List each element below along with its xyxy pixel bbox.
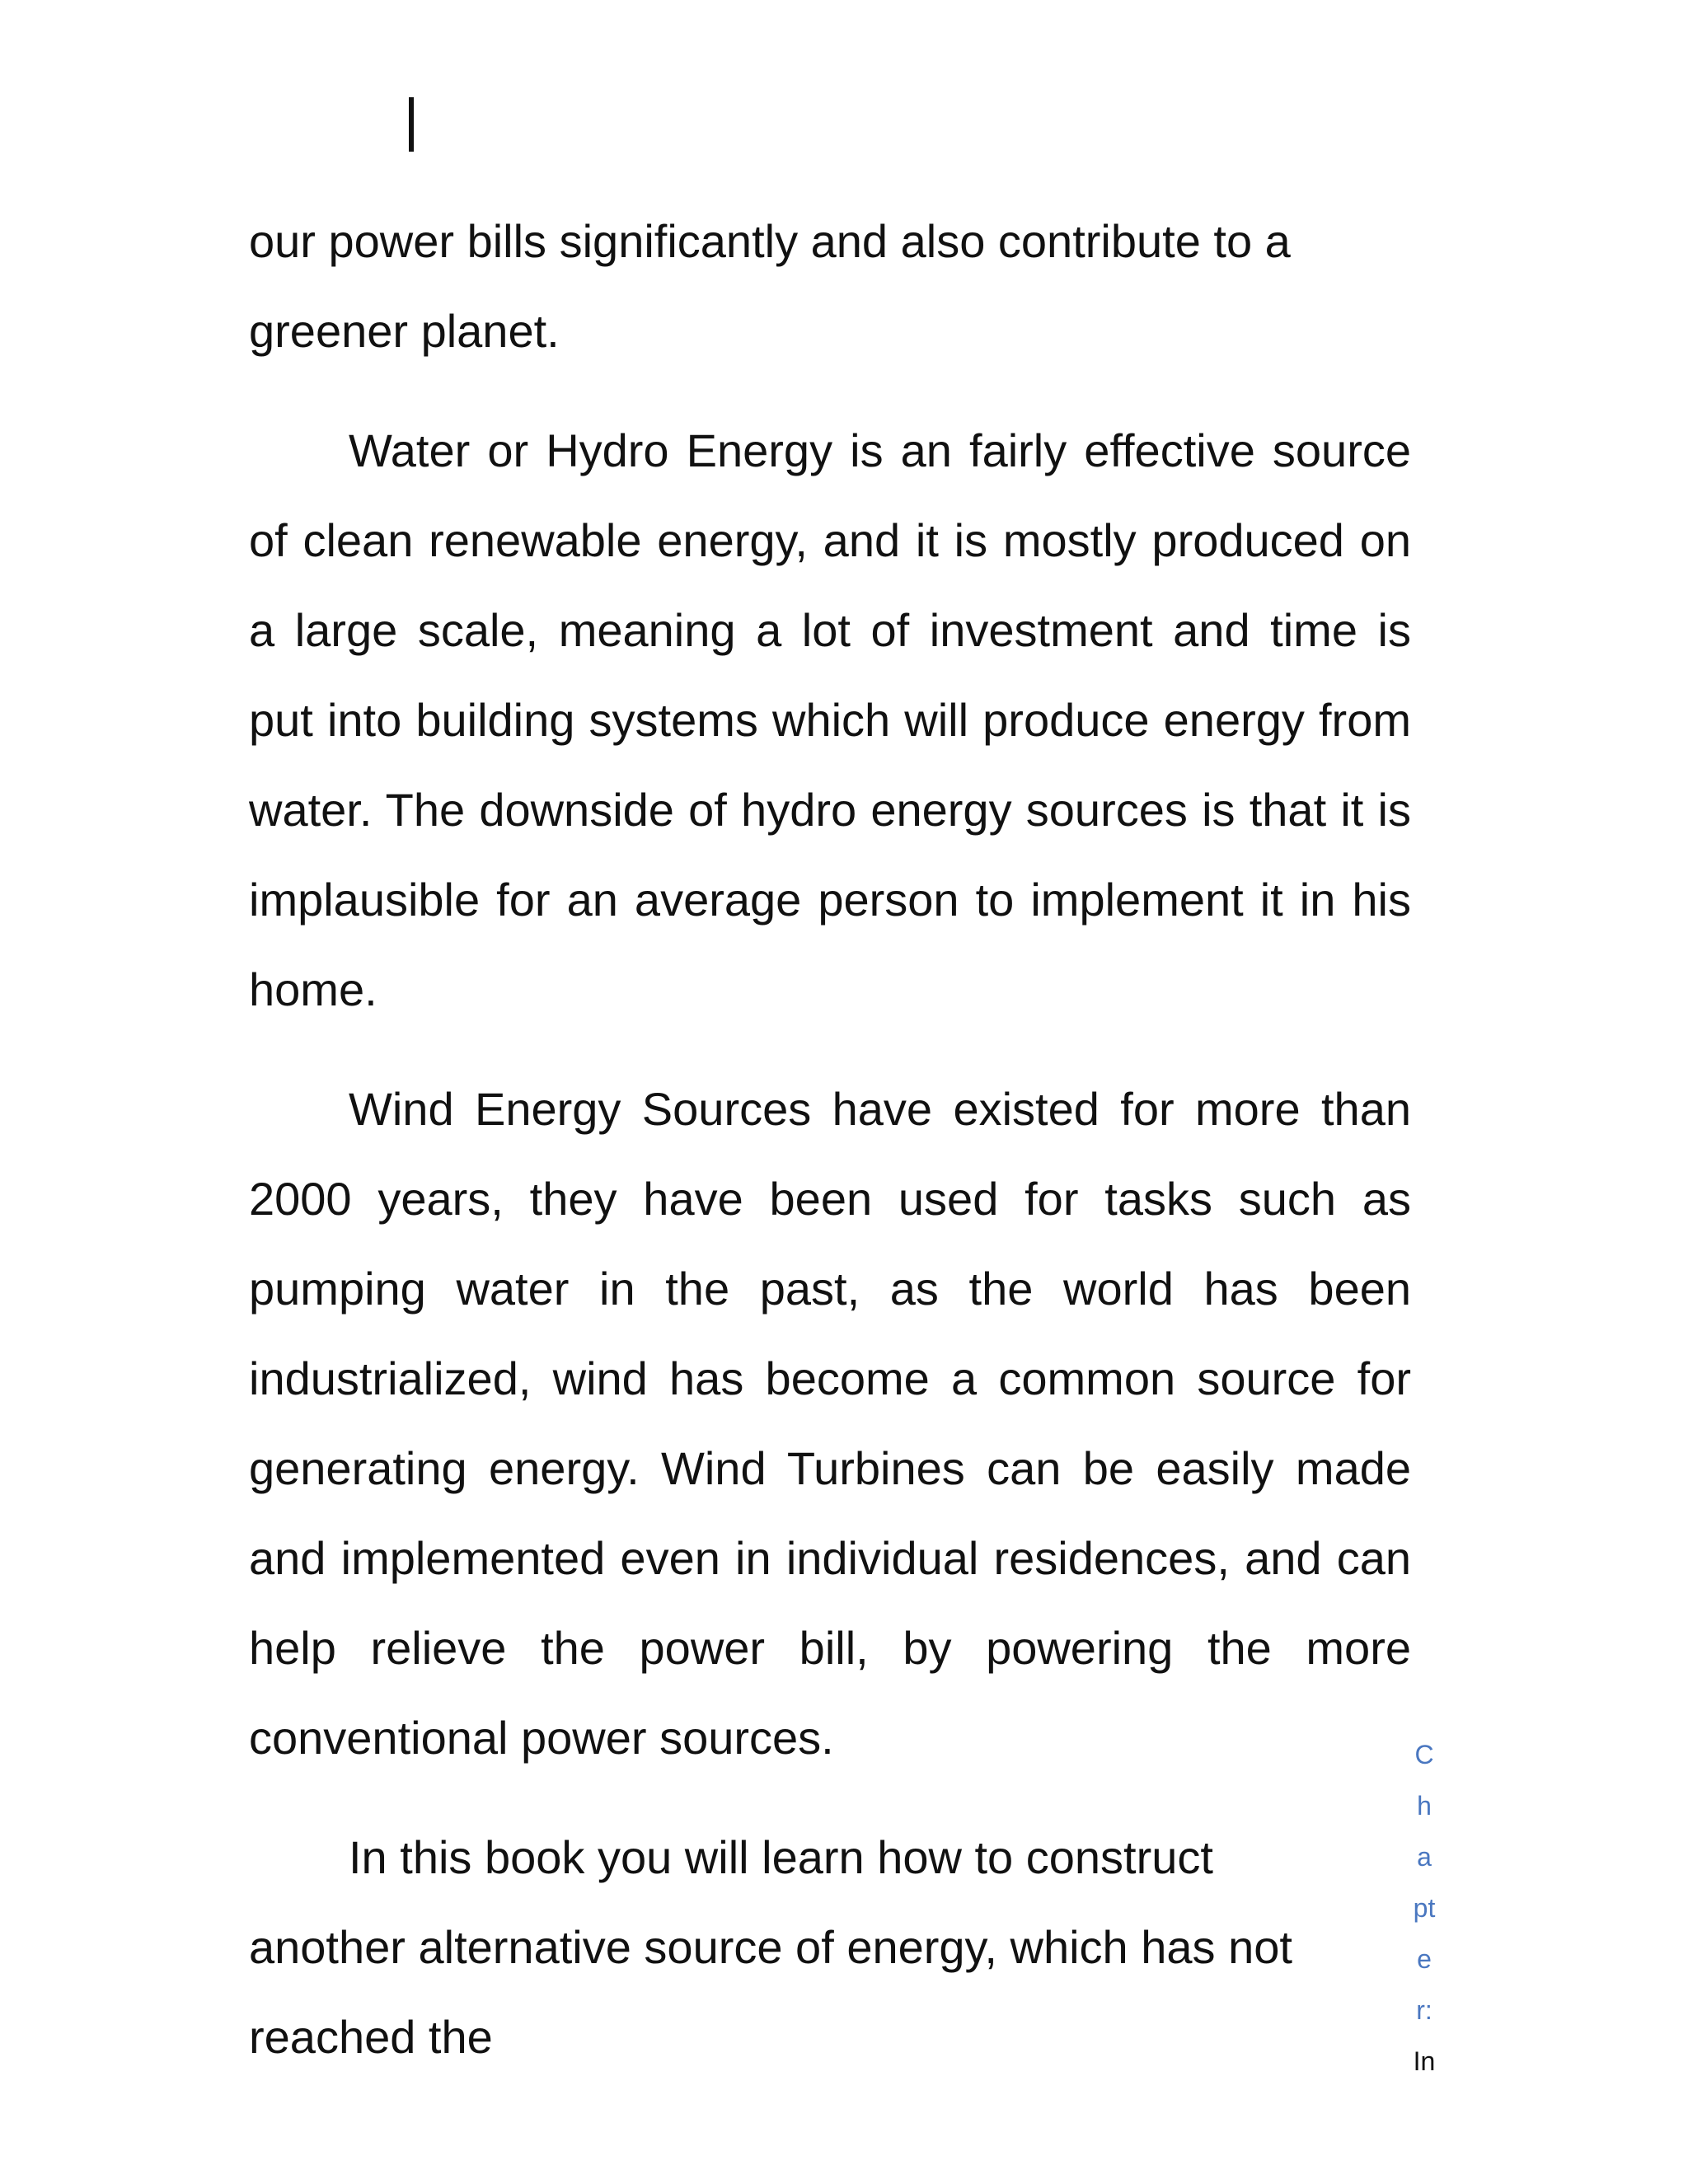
sidebar-letter: pt (1413, 1893, 1436, 1923)
sidebar-letter: C (1414, 1740, 1434, 1769)
sidebar-letter: r: (1416, 1995, 1432, 2025)
document-body (249, 196, 1411, 2111)
paragraph-intro: our power bills significantly and also contribute to a greener planet. (249, 215, 1291, 357)
paragraph-hydro-energy: Water or Hydro Energy is an fairly effective source of clean renewable energy, and it is mostly produced on a large scale, meaning a lot of investment and time is put into building systems which will produce energy from water. The downside of hydro energy sources is that it is implausible for an average person to implement it in his home. (249, 424, 1411, 1015)
sidebar-letter: h (1417, 1791, 1432, 1821)
sidebar-letter: e (1417, 1944, 1432, 1974)
paragraph-wind-energy: Wind Energy Sources have existed for more than 2000 years, they have been used for tasks such as pumping water in the past, as the world has been industrialized, wind has become a common source for generating energy. Wind Turbines can be easily made and implemented even in individual residences, and can help relieve the power bill, by powering the more conventional power sources. (249, 1083, 1411, 1764)
sidebar-tail: In (1413, 2046, 1436, 2076)
chapter-sidebar-label (1408, 1729, 1441, 2087)
text-cursor (409, 97, 414, 152)
paragraph-book-intro: In this book you will learn how to construct another alternative source of energy, which has not reached the (249, 1831, 1292, 2063)
sidebar-letter: a (1417, 1842, 1432, 1872)
